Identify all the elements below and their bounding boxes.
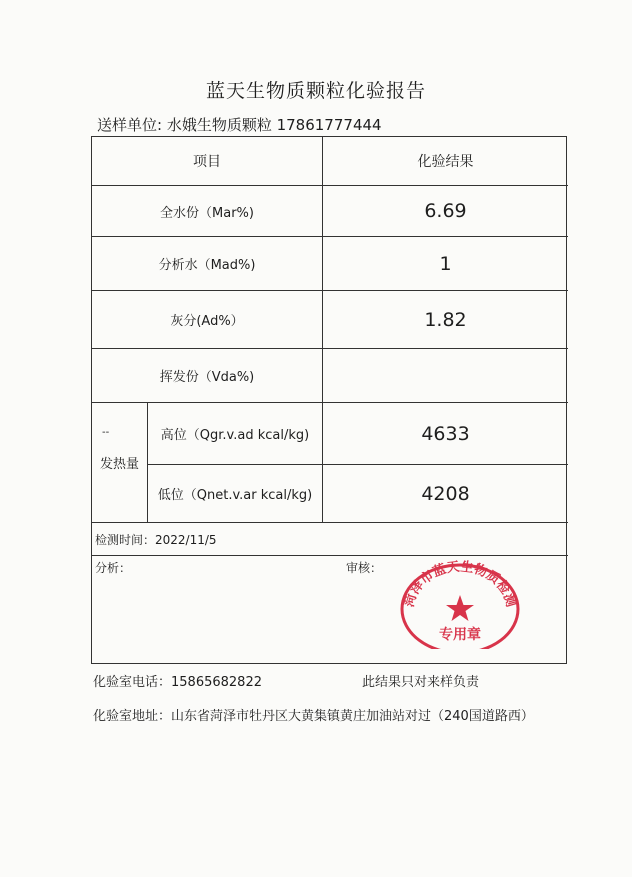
- row-ash-label: 灰分(Ad%）: [170, 314, 244, 329]
- heat-high-label: 高位（Qgr.v.ad kcal/kg): [160, 428, 310, 443]
- heat-low-value: 4208: [421, 482, 470, 505]
- official-seal-stamp: [397, 559, 523, 649]
- responsibility-note: 此结果只对来样负责: [362, 675, 480, 690]
- sender-unit: 送样单位: 水娥生物质颗粒 17861777444: [97, 116, 382, 134]
- seal-bottom-text: 专用章: [439, 627, 481, 643]
- heat-high-value: 4633: [421, 422, 470, 445]
- row-analysis-moisture-value: 1: [439, 252, 452, 275]
- row-analysis-moisture-label: 分析水（Mad%): [158, 258, 256, 273]
- lab-address: 化验室地址：山东省菏泽市牡丹区大黄集镇黄庄加油站对过（240国道路西）: [93, 709, 534, 724]
- heat-label: 发热量: [99, 457, 139, 472]
- test-time: 检测时间：2022/11/5: [95, 533, 217, 547]
- row-total-moisture-label: 全水份（Mar%): [160, 205, 254, 221]
- row-volatile-value: [323, 349, 568, 402]
- review-label: 审核：: [346, 561, 383, 575]
- row-ash-value: 1.82: [424, 308, 467, 331]
- header-result: 化验结果: [417, 154, 474, 170]
- header-item: 项目: [193, 154, 221, 170]
- seal-text: 菏泽市蓝天生物质检测: [401, 559, 519, 609]
- heat-low-label: 低位（Qnet.v.ar kcal/kg): [157, 488, 313, 503]
- report-title: 蓝天生物质颗粒化验报告: [205, 80, 426, 102]
- heat-mark: --: [102, 427, 110, 438]
- row-volatile-label: 挥发份（Vda%): [159, 370, 255, 385]
- row-total-moisture-value: 6.69: [424, 200, 467, 222]
- lab-phone: 化验室电话：15865682822: [93, 675, 262, 690]
- analysis-label: 分析：: [95, 561, 132, 575]
- seal-star-icon: [446, 595, 474, 621]
